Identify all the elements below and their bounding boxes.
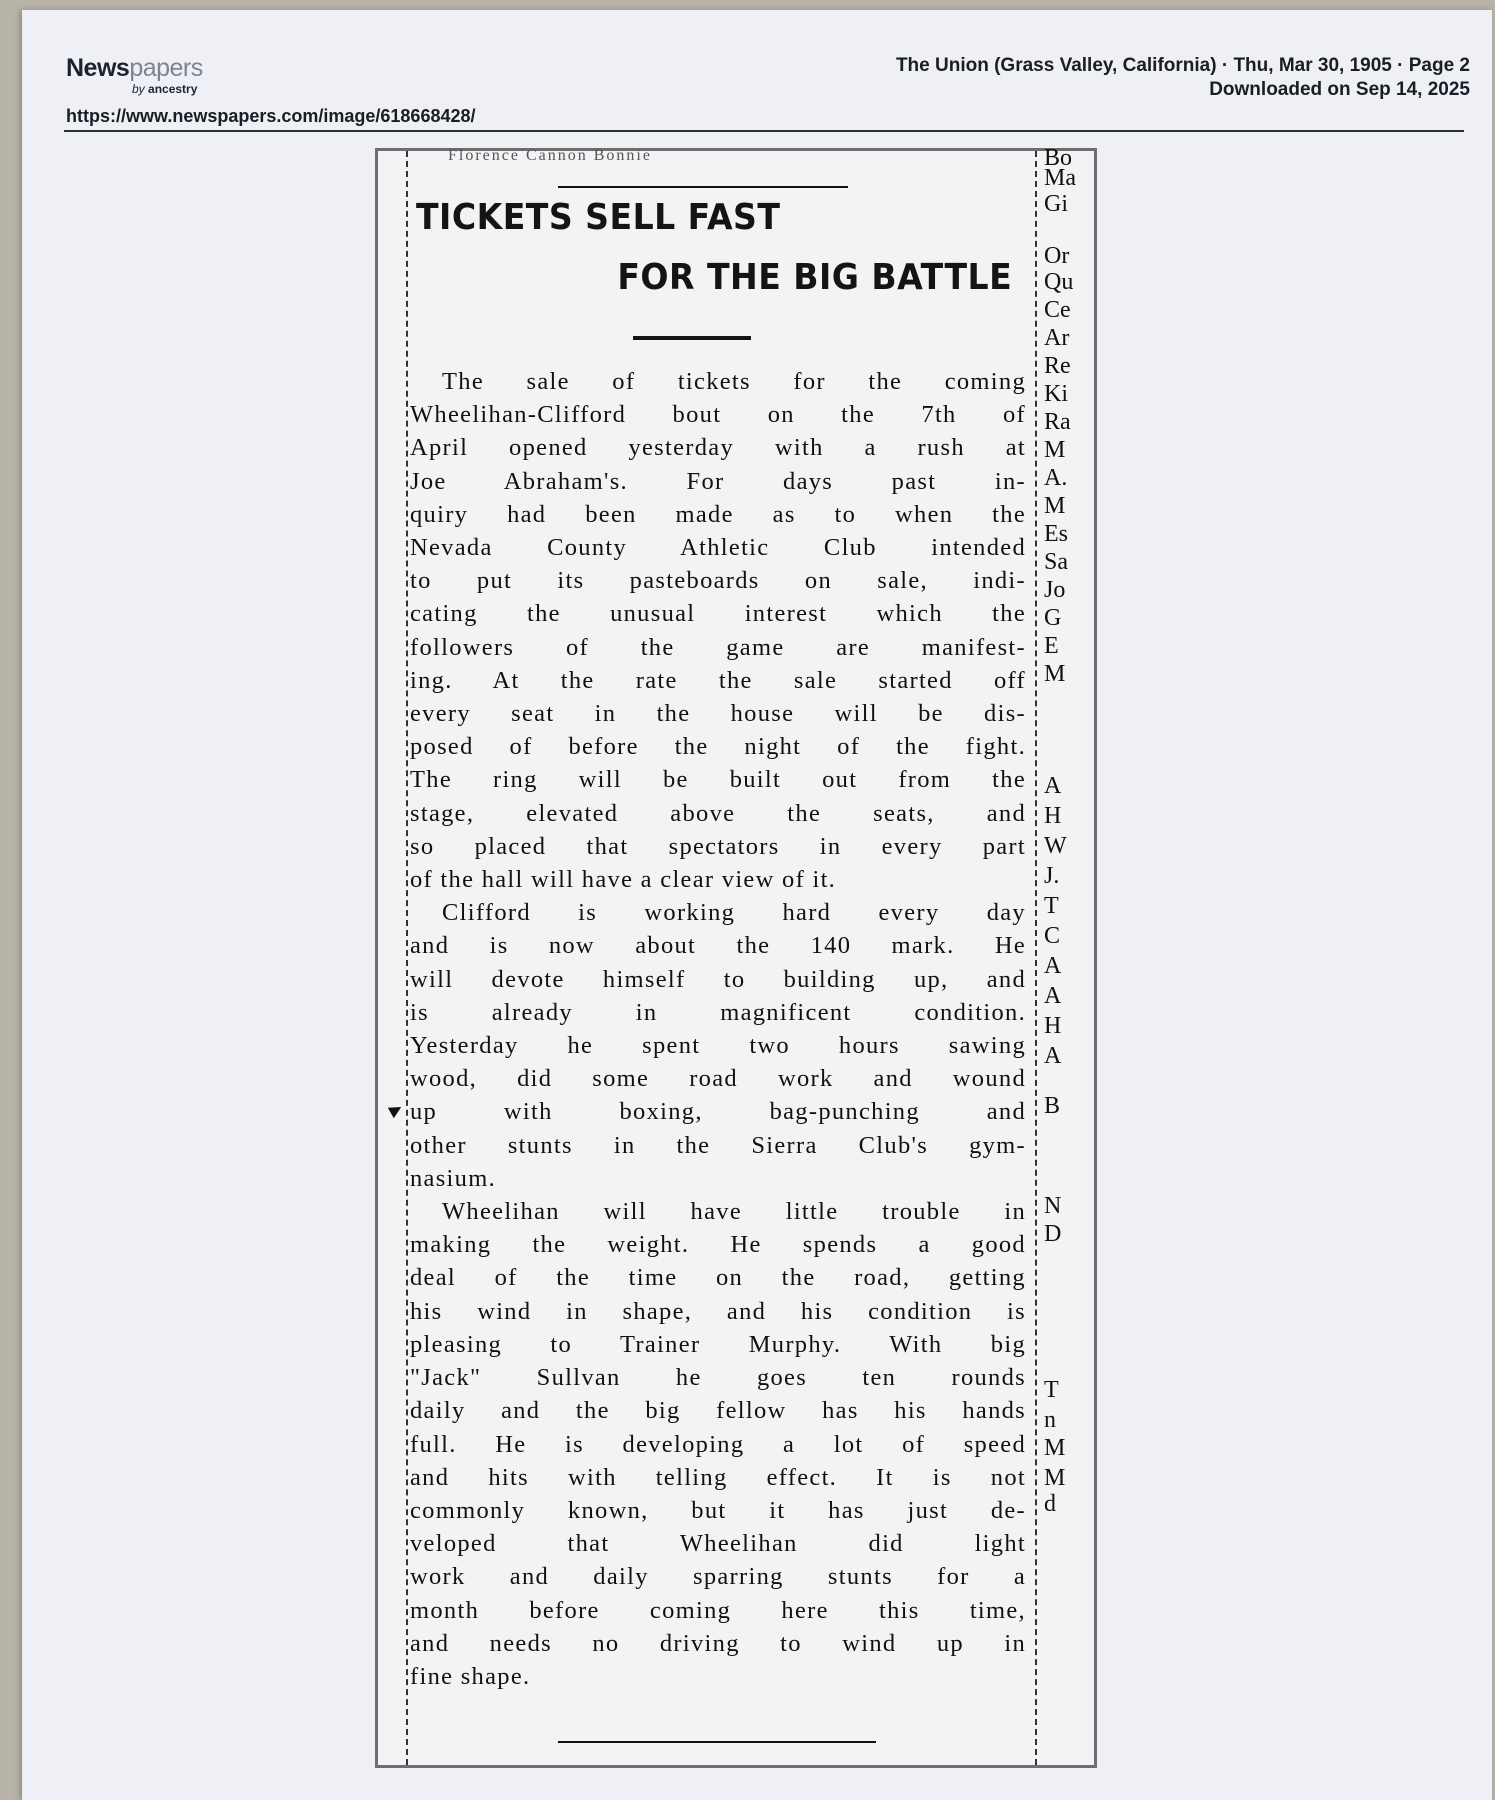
adjacent-fragment: J. <box>1044 863 1060 889</box>
article-line: pleasing to Trainer Murphy. With big <box>410 1330 1026 1358</box>
article-line: and hits with telling effect. It is not <box>410 1463 1026 1491</box>
article-line: month before coming here this time, <box>410 1596 1026 1624</box>
article-line: his wind in shape, and his condition is <box>410 1297 1026 1325</box>
article-end-rule <box>558 1741 876 1743</box>
article-line: "Jack" Sullvan he goes ten rounds <box>410 1364 1026 1392</box>
adjacent-fragment: T <box>1044 893 1059 919</box>
adjacent-fragment: H <box>1044 803 1062 829</box>
article-line: The sale of tickets for the coming <box>442 368 1026 395</box>
brand-light: papers <box>129 54 203 82</box>
article-line: Nevada County Athletic Club intended <box>410 534 1026 562</box>
adjacent-fragment: N <box>1044 1193 1062 1219</box>
article-line: Wheelihan will have little trouble in <box>442 1198 1026 1226</box>
adjacent-fragment: H <box>1044 1013 1062 1039</box>
brand-bold: News <box>66 54 130 82</box>
article-line: up with boxing, bag-punching and <box>410 1098 1026 1126</box>
adjacent-fragment: T <box>1044 1377 1059 1403</box>
article-line: cating the unusual interest which the <box>410 600 1026 628</box>
adjacent-fragment: Es <box>1044 521 1068 547</box>
article-line: Wheelihan-Clifford bout on the 7th of <box>410 401 1026 429</box>
publication-meta <box>896 54 1470 102</box>
article-line: veloped that Wheelihan did light <box>410 1530 1026 1558</box>
article-line: other stunts in the Sierra Club's gym- <box>410 1131 1026 1159</box>
article-body <box>410 365 1026 1693</box>
adjacent-fragment: d <box>1044 1491 1056 1517</box>
column-rule-right <box>1035 151 1037 1765</box>
adjacent-fragment: A <box>1044 953 1062 979</box>
adjacent-fragment: A <box>1044 1043 1062 1069</box>
article-line: daily and the big fellow has his hands <box>410 1397 1026 1425</box>
article-line: wood, did some road work and wound <box>410 1065 1026 1093</box>
adjacent-fragment: D <box>1044 1221 1062 1247</box>
image-url[interactable]: https://www.newspapers.com/image/618668428/ <box>66 106 476 126</box>
article-line: posed of before the night of the fight. <box>410 733 1026 761</box>
article-line: Clifford is working hard every day <box>442 899 1026 927</box>
newspapers-logo[interactable] <box>66 54 203 96</box>
adjacent-fragment: Gi <box>1044 191 1068 217</box>
article-line: deal of the time on the road, getting <box>410 1264 1026 1292</box>
adjacent-fragment: A <box>1044 773 1062 799</box>
headline-line-1: TICKETS SELL FAST <box>416 197 781 238</box>
article-line: ing. At the rate the sale started off <box>410 666 1026 694</box>
cutoff-text: Florence Cannon Bonnie <box>448 147 652 164</box>
adjacent-fragment: Ra <box>1044 409 1071 435</box>
publication-line: The Union (Grass Valley, California) · Thu, Mar 30, 1905 · Page 2 <box>895 55 1470 76</box>
article-line: full. He is developing a lot of speed <box>410 1430 1026 1458</box>
article-line: to put its pasteboards on sale, indi- <box>410 567 1026 595</box>
adjacent-fragment: A <box>1044 983 1062 1009</box>
article-line: work and daily sparring stunts for a <box>410 1563 1026 1591</box>
article-line: stage, elevated above the seats, and <box>410 799 1026 827</box>
adjacent-fragment: Qu <box>1044 269 1074 295</box>
brand-wordmark <box>66 54 203 82</box>
article-line: April opened yesterday with a rush at <box>410 434 1026 462</box>
adjacent-fragment: C <box>1044 923 1061 949</box>
adjacent-fragment: M <box>1044 1435 1066 1461</box>
adjacent-fragment: W <box>1044 833 1067 859</box>
brand-by: by <box>132 82 145 96</box>
adjacent-fragment: Re <box>1044 353 1071 379</box>
adjacent-fragment: B <box>1044 1093 1061 1119</box>
article-line: The ring will be built out from the <box>410 766 1026 794</box>
adjacent-fragment: M <box>1044 437 1066 463</box>
article-line: of the hall will have a clear view of it. <box>410 866 837 894</box>
article-line: Yesterday he spent two hours sawing <box>410 1032 1026 1060</box>
adjacent-fragment: E <box>1044 633 1059 659</box>
article-line: quiry had been made as to when the <box>410 500 1026 528</box>
column-rule-left <box>406 151 408 1765</box>
article-line: every seat in the house will be dis- <box>410 700 1026 728</box>
adjacent-fragment: A. <box>1044 465 1068 491</box>
article-line: commonly known, but it has just de- <box>410 1496 1026 1524</box>
adjacent-fragment: Sa <box>1044 549 1068 575</box>
article-line: Joe Abraham's. For days past in- <box>410 467 1026 495</box>
adjacent-fragment: Ki <box>1044 381 1068 407</box>
adjacent-fragment: M <box>1044 493 1066 519</box>
headline-top-rule <box>558 186 848 188</box>
article-line: nasium. <box>410 1164 496 1192</box>
adjacent-fragment: Ce <box>1044 297 1071 323</box>
article-line: and is now about the 140 mark. He <box>410 932 1026 960</box>
article-line: so placed that spectators in every part <box>410 832 1026 860</box>
article-line: followers of the game are manifest- <box>410 633 1026 661</box>
article-line: will devote himself to building up, and <box>410 965 1026 993</box>
article-line: fine shape. <box>410 1662 531 1690</box>
article-line: and needs no driving to wind up in <box>410 1629 1026 1657</box>
adjacent-fragment: Jo <box>1044 577 1066 603</box>
headline-bottom-rule <box>633 336 751 340</box>
article-line: is already in magnificent condition. <box>410 998 1026 1026</box>
adjacent-fragment: Ar <box>1044 325 1070 351</box>
download-line: Downloaded on Sep 14, 2025 <box>1209 79 1470 100</box>
brand-byline <box>132 82 203 96</box>
adjacent-fragment: M <box>1044 661 1066 687</box>
ancestry-logo: ancestry <box>148 82 198 96</box>
article-line: making the weight. He spends a good <box>410 1231 1026 1259</box>
newspaper-clipping <box>375 145 1097 1768</box>
adjacent-fragment: Or <box>1044 243 1070 269</box>
adjacent-fragment: Ma <box>1044 165 1076 191</box>
adjacent-fragment: M <box>1044 1465 1066 1491</box>
headline-line-2: FOR THE BIG BATTLE <box>617 257 1012 298</box>
adjacent-fragment: Bo <box>1044 145 1073 171</box>
adjacent-fragment: G <box>1044 605 1062 631</box>
adjacent-fragment: n <box>1044 1407 1056 1433</box>
header-divider <box>64 130 1464 132</box>
